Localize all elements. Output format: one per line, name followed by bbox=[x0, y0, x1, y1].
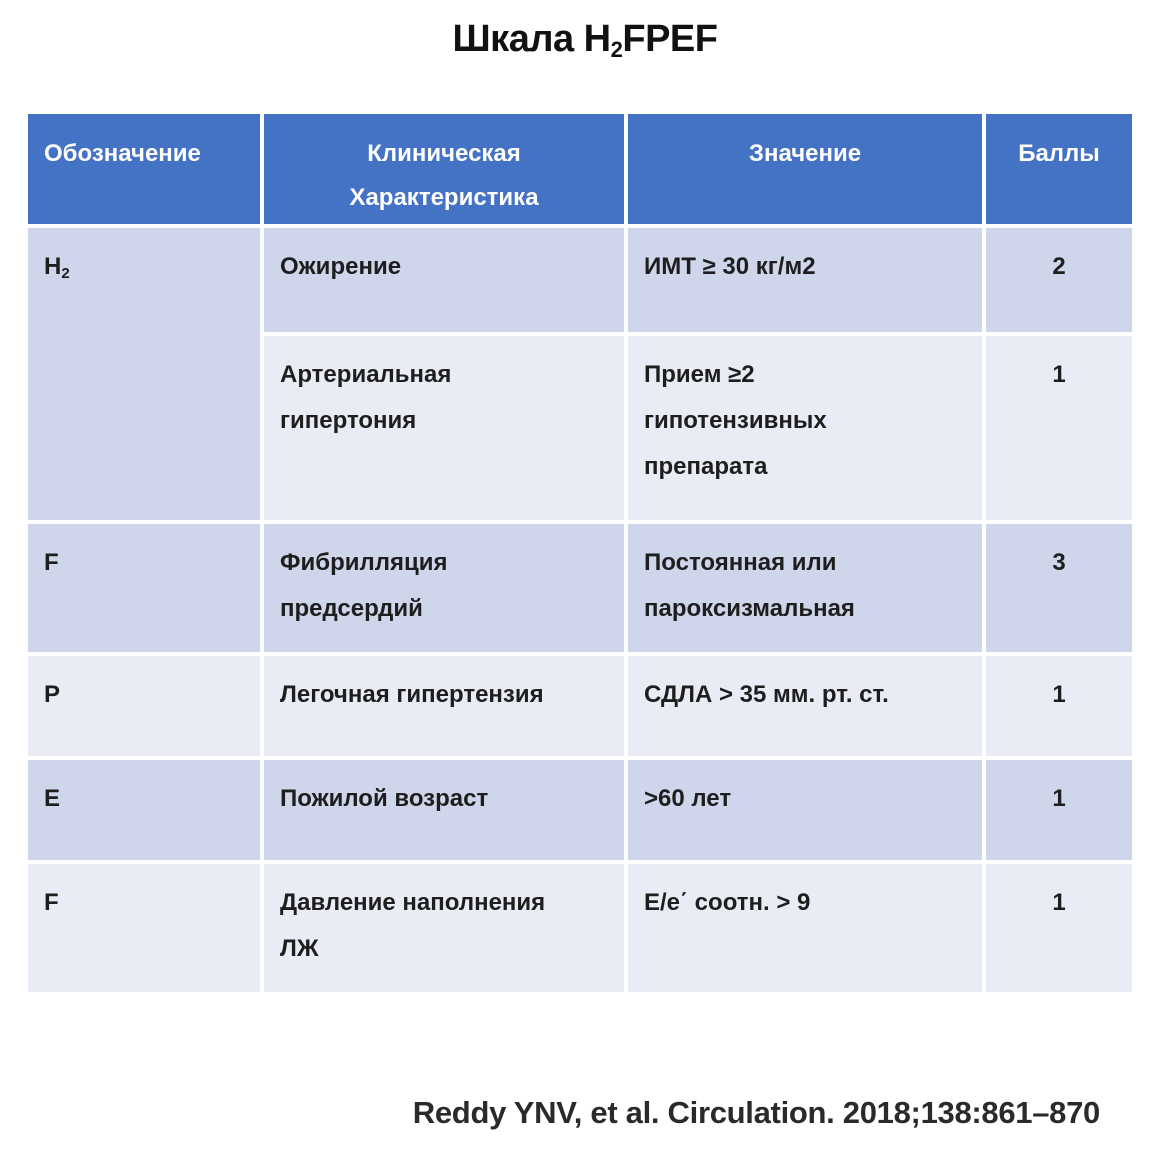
value-line2: гипотензивных bbox=[644, 407, 827, 434]
symbol-cell: F bbox=[28, 864, 260, 992]
clinical-line1: Давление наполнения bbox=[280, 889, 546, 916]
page-title bbox=[0, 18, 1170, 63]
value-cell: СДЛА > 35 мм. рт. ст. bbox=[628, 656, 982, 756]
value-line3: препарата bbox=[644, 453, 768, 480]
symbol-cell: P bbox=[28, 656, 260, 756]
clinical-line1: Фибрилляция bbox=[280, 549, 448, 576]
score-table bbox=[24, 110, 1136, 996]
clinical-line1: Артериальная bbox=[280, 361, 452, 388]
clinical-cell bbox=[264, 524, 624, 652]
header-value: Значение bbox=[628, 114, 982, 224]
table-row bbox=[28, 656, 1132, 756]
symbol-cell: E bbox=[28, 760, 260, 860]
points-cell: 2 bbox=[986, 228, 1132, 332]
table-row bbox=[28, 864, 1132, 992]
header-clinical bbox=[264, 114, 624, 224]
clinical-cell bbox=[264, 864, 624, 992]
clinical-line2: гипертония bbox=[280, 407, 417, 434]
clinical-line2: предсердий bbox=[280, 595, 423, 622]
table-row bbox=[28, 524, 1132, 652]
value-cell: >60 лет bbox=[628, 760, 982, 860]
table-row bbox=[28, 228, 1132, 332]
symbol-subscript: 2 bbox=[61, 265, 70, 282]
table-header-row bbox=[28, 114, 1132, 224]
clinical-cell: Ожирение bbox=[264, 228, 624, 332]
value-cell bbox=[628, 524, 982, 652]
header-clinical-line2: Характеристика bbox=[349, 184, 539, 211]
score-table-container bbox=[28, 110, 1120, 996]
symbol-cell-h2 bbox=[28, 228, 260, 520]
value-cell: ИМТ ≥ 30 кг/м2 bbox=[628, 228, 982, 332]
title-prefix: Шкала H bbox=[452, 18, 611, 60]
value-line1: Прием ≥2 bbox=[644, 361, 755, 388]
points-cell: 1 bbox=[986, 656, 1132, 756]
clinical-cell bbox=[264, 336, 624, 520]
table-row bbox=[28, 760, 1132, 860]
title-suffix: FPEF bbox=[622, 18, 718, 60]
points-cell: 3 bbox=[986, 524, 1132, 652]
title-subscript: 2 bbox=[610, 37, 623, 62]
value-cell: E/e΄ соотн. > 9 bbox=[628, 864, 982, 992]
header-clinical-line1: Клиническая bbox=[367, 140, 521, 167]
symbol-letter: H bbox=[44, 253, 62, 280]
symbol-cell: F bbox=[28, 524, 260, 652]
clinical-line2: ЛЖ bbox=[280, 935, 319, 962]
value-line2: пароксизмальная bbox=[644, 595, 855, 622]
points-cell: 1 bbox=[986, 760, 1132, 860]
header-points: Баллы bbox=[986, 114, 1132, 224]
points-cell: 1 bbox=[986, 864, 1132, 992]
clinical-cell: Легочная гипертензия bbox=[264, 656, 624, 756]
points-cell: 1 bbox=[986, 336, 1132, 520]
value-line1: Постоянная или bbox=[644, 549, 837, 576]
value-cell bbox=[628, 336, 982, 520]
clinical-cell: Пожилой возраст bbox=[264, 760, 624, 860]
citation: Reddy YNV, et al. Circulation. 2018;138:861–870 bbox=[412, 1095, 1100, 1130]
header-symbol: Обозначение bbox=[28, 114, 260, 224]
